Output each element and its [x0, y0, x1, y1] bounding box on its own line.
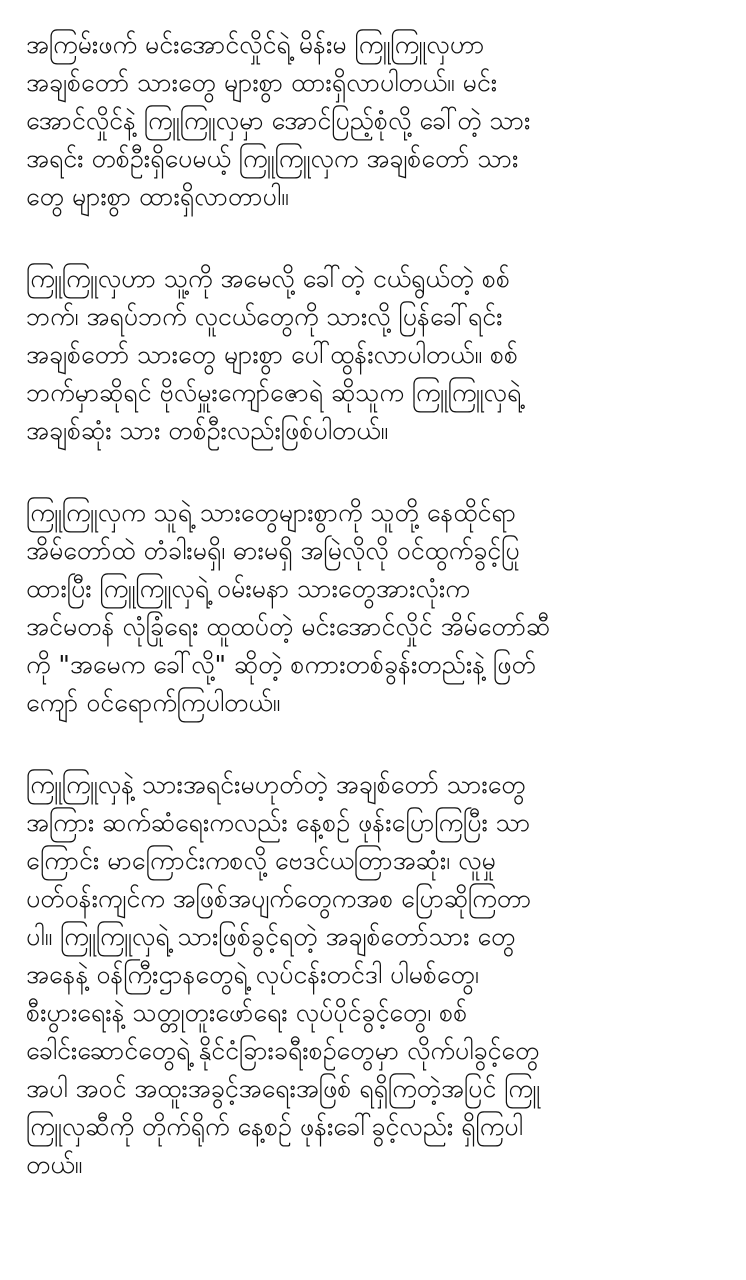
paragraph-line: ပါ။ ကြူကြူလှရဲ့ သားဖြစ်ခွင့်ရတဲ့ အချစ်တော်သား တွေ: [26, 922, 516, 951]
paragraph-line: ကို "အမေက ခေါ်လို့" ဆိုတဲ့ စကားတစ်ခွန်းတည်းနဲ့ ဖြတ်: [26, 650, 536, 679]
paragraph-line: ကြူလှဆီကို တိုက်ရိုက် နေ့စဉ် ဖုန်းခေါ်ခွင့်လည်း ရှိကြပါ: [26, 1112, 523, 1141]
paragraph-gap: [26, 722, 726, 766]
paragraph-line: အောင်လှိုင်နဲ့ ကြူကြူလှမှာ အောင်ပြည့်စုံလို့ ခေါ်တဲ့ သား: [26, 106, 531, 135]
paragraph-1: [26, 26, 726, 216]
paragraph-line: အနေနဲ့ ဝန်ကြီးဌာနတွေရဲ့ လုပ်ငန်းတင်ဒါ ပါမစ်တွေ၊: [26, 960, 479, 989]
paragraph-2: [26, 260, 726, 450]
paragraph-4: [26, 766, 726, 1184]
paragraph-line: ဘက်၊ အရပ်ဘက် လူငယ်တွေကို သားလို့ ပြန်ခေါ်ရင်း: [26, 302, 503, 331]
paragraph-line: ကျော် ဝင်ရောက်ကြပါတယ်။: [26, 688, 281, 717]
paragraph-gap: [26, 216, 726, 260]
paragraph-line: ပတ်ဝန်းကျင်က အဖြစ်အပျက်တွေကအစ ပြောဆိုကြတာ: [26, 884, 532, 913]
paragraph-line: ခေါင်းဆောင်တွေရဲ့ နိုင်ငံခြားခရီးစဉ်တွေမှာ လိုက်ပါခွင့်တွေ: [26, 1036, 540, 1065]
paragraph-line: ကြူကြူလှနဲ့ သားအရင်းမဟုတ်တဲ့ အချစ်တော် သားတွေ: [26, 770, 526, 799]
paragraph-line: ကြူကြူလှက သူရဲ့ သားတွေများစွာကို သူတို့ နေထိုင်ရာ: [26, 498, 517, 527]
paragraph-gap: [26, 450, 726, 494]
paragraph-line: ကြူကြူလှဟာ သူ့ကို အမေလို့ ခေါ်တဲ့ ငယ်ရွယ်တဲ့ စစ်: [26, 264, 511, 293]
paragraph-line: တယ်။: [26, 1150, 83, 1179]
paragraph-line: အပါ အဝင် အထူးအခွင့်အရေးအဖြစ် ရရှိကြတဲ့အပြင် ကြူ: [26, 1074, 541, 1103]
paragraph-line: တွေ များစွာ ထားရှိလာတာပါ။: [26, 182, 289, 211]
paragraph-line: ဘက်မှာဆိုရင် ဗိုလ်မှူးကျော်ဇောရဲ ဆိုသူက ကြူကြူလှရဲ့: [26, 378, 522, 407]
paragraph-line: ထားပြီး ကြူကြူလှရဲ့ ဝမ်းမနာ သားတွေအားလုံးက: [26, 574, 470, 603]
paragraph-line: အကြမ်းဖက် မင်းအောင်လှိုင်ရဲ့ မိန်းမ ကြူကြူလှဟာ: [26, 30, 485, 59]
paragraph-line: အိမ်တော်ထဲ တံခါးမရှိ၊ ဓားမရှိ အမြဲလိုလို ဝင်ထွက်ခွင့်ပြု: [26, 536, 520, 565]
paragraph-line: အကြား ဆက်ဆံရေးကလည်း နေ့စဉ် ဖုန်းပြောကြပြီး သာ: [26, 808, 531, 837]
paragraph-line: အချစ်တော် သားတွေ များစွာ ထားရှိလာပါတယ်။ မင်း: [26, 68, 498, 97]
paragraph-line: အင်မတန် လုံခြုံရေး ထူထပ်တဲ့ မင်းအောင်လှိုင် အိမ်တော်ဆီ: [26, 612, 551, 641]
paragraph-line: အရင်း တစ်ဦးရှိပေမယ့် ကြူကြူလှက အချစ်တော် သား: [26, 144, 519, 173]
paragraph-line: ကြောင်း မာကြောင်းကစလို့ ဗေဒင်ယတြာအဆုံး၊ လူမှု: [26, 846, 496, 875]
paragraph-line: စီးပွားရေးနဲ့ သတ္တုတူးဖော်ရေး လုပ်ပိုင်ခွင့်တွေ၊ စစ်: [26, 998, 468, 1027]
article-body: [26, 26, 726, 1184]
paragraph-3: [26, 494, 726, 722]
paragraph-line: အချစ်တော် သားတွေ များစွာ ပေါ်ထွန်းလာပါတယ်။ စစ်: [26, 340, 519, 369]
paragraph-line: အချစ်ဆုံး သား တစ်ဦးလည်းဖြစ်ပါတယ်။: [26, 416, 389, 445]
